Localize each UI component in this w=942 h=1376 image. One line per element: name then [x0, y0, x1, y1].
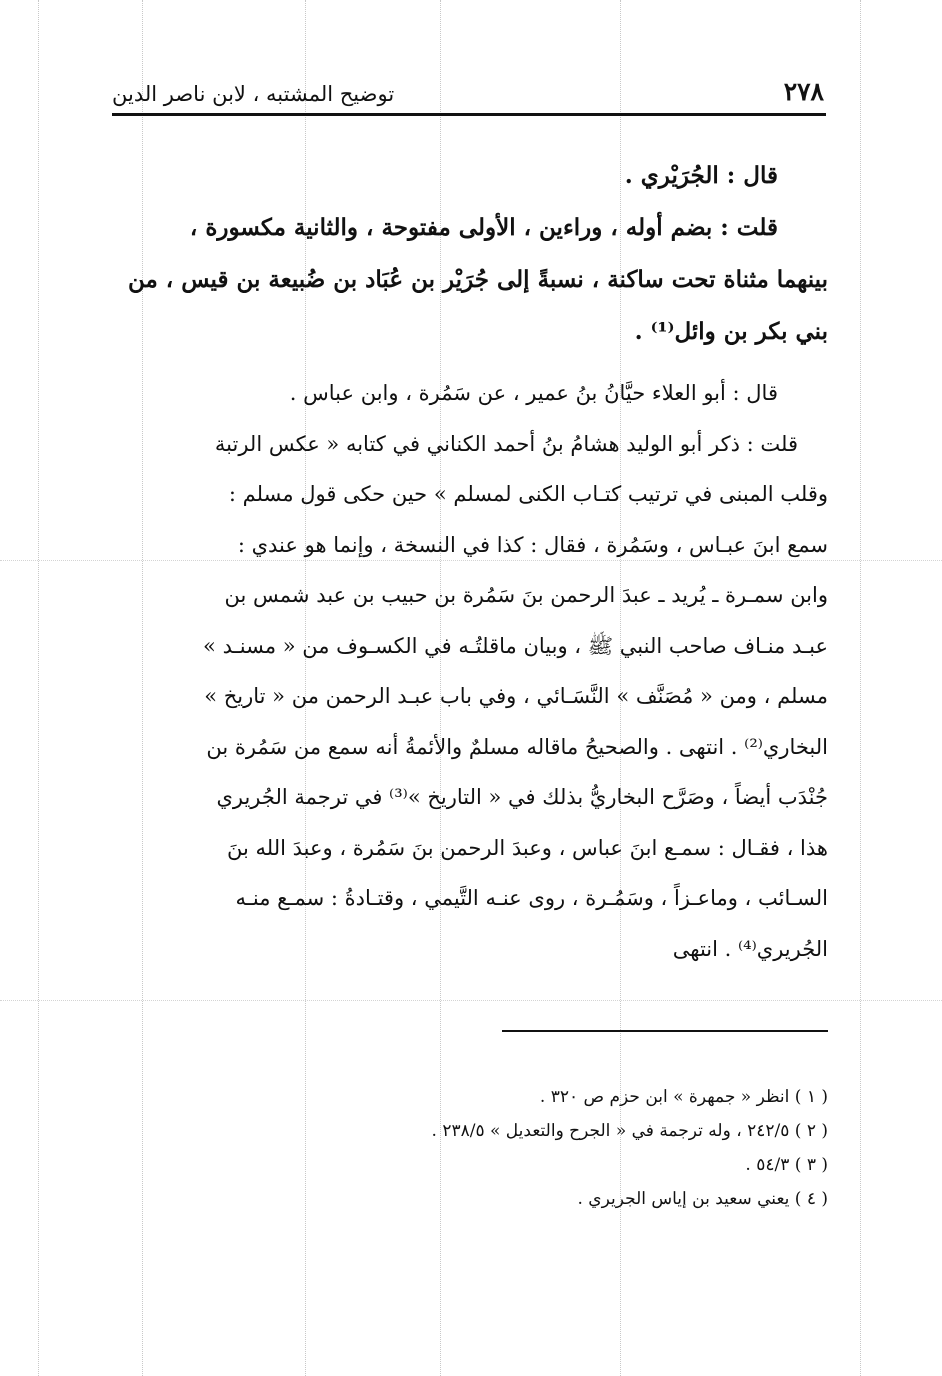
footnote: ( ٤ ) يعني سعيد بن إياس الجريري . — [577, 1189, 828, 1209]
paragraph-line: قال : أبو العلاء حيَّانُ بنُ عمير ، عن سَمُرة ، وابن عباس . — [289, 381, 778, 405]
guide-line — [38, 0, 39, 1376]
paragraph-line: بينهما مثناة تحت ساكنة ، نسبةً إلى جُرَيْر بن عُبَاد بن ضُبيعة بن قيس ، من — [127, 266, 828, 293]
guide-line — [860, 0, 861, 1376]
entry-heading: قال : الجُرَيْري . — [624, 162, 778, 189]
paragraph-line: وقلب المبنى في ترتيب كتـاب الكنى لمسلم » حين حكى قول مسلم : — [228, 482, 828, 506]
paragraph-line: السـائب ، وماعـزاً ، وسَمُـرة ، روى عنـه التَّيمي ، وقتـادةُ : سمـع منـه — [235, 886, 828, 910]
paragraph-line: جُنْدَب أيضاً ، وصَرَّح البخاريُّ بذلك في « التاريخ »⁽³⁾ في ترجمة الجُريري — [216, 785, 828, 809]
footnote-separator — [502, 1030, 828, 1032]
paragraph-line: مسلم ، ومن « مُصَنَّف » النَّسَـائي ، وفي باب عبـد الرحمن من « تاريخ » — [204, 684, 828, 708]
page-number: ٢٧٨ — [783, 77, 824, 106]
header-rule — [112, 113, 826, 116]
paragraph-line: هذا ، فقـال : سمـع ابنَ عباس ، وعبدَ الرحمن بنَ سَمُرة ، وعبدَ الله بنَ — [227, 835, 828, 860]
footnote: ( ٢ ) ٢٤٢/٥ ، وله ترجمة في « الجرح والتعديل » ٢٣٨/٥ . — [431, 1121, 828, 1141]
page-header — [112, 62, 824, 106]
paragraph-line: قلت : بضم أوله ، وراءين ، الأولى مفتوحة ، والثانية مكسورة ، — [189, 214, 778, 241]
footnotes — [112, 1080, 828, 1216]
paragraph-line: عبـد منـاف صاحب النبي ﷺ ، وبيان ماقلتُـه في الكسـوف من « مسنـد » — [203, 633, 828, 658]
paragraph-line: سمع ابنَ عبـاس ، وسَمُرة ، فقال : كذا في النسخة ، وإنما هو عندي : — [237, 532, 828, 557]
main-text — [112, 150, 828, 974]
guide-line — [0, 1000, 942, 1001]
paragraph-line: الجُريري⁽⁴⁾ . انتهى — [672, 936, 828, 961]
paragraph-line: وابن سمـرة ـ يُريد ـ عبدَ الرحمن بنَ سَمُرة بن حبيب بن عبد شمس بن — [224, 583, 828, 607]
footnote: ( ٣ ) ٥٤/٣ . — [745, 1155, 828, 1175]
paragraph-line: البخاري⁽²⁾ . انتهى . والصحيحُ ماقاله مسلمٌ والأئمةُ أنه سمع من سَمُرة بن — [206, 734, 828, 759]
footnote: ( ١ ) انظر « جمهرة » ابن حزم ص ٣٢٠ . — [539, 1087, 828, 1107]
paragraph-line: بني بكر بن وائل⁽¹⁾ . — [634, 318, 828, 345]
running-title: توضيح المشتبه ، لابن ناصر الدين — [112, 82, 395, 106]
paragraph-line: قلت : ذكر أبو الوليد هشامُ بنُ أحمد الكناني في كتابه « عكس الرتبة — [214, 431, 798, 456]
